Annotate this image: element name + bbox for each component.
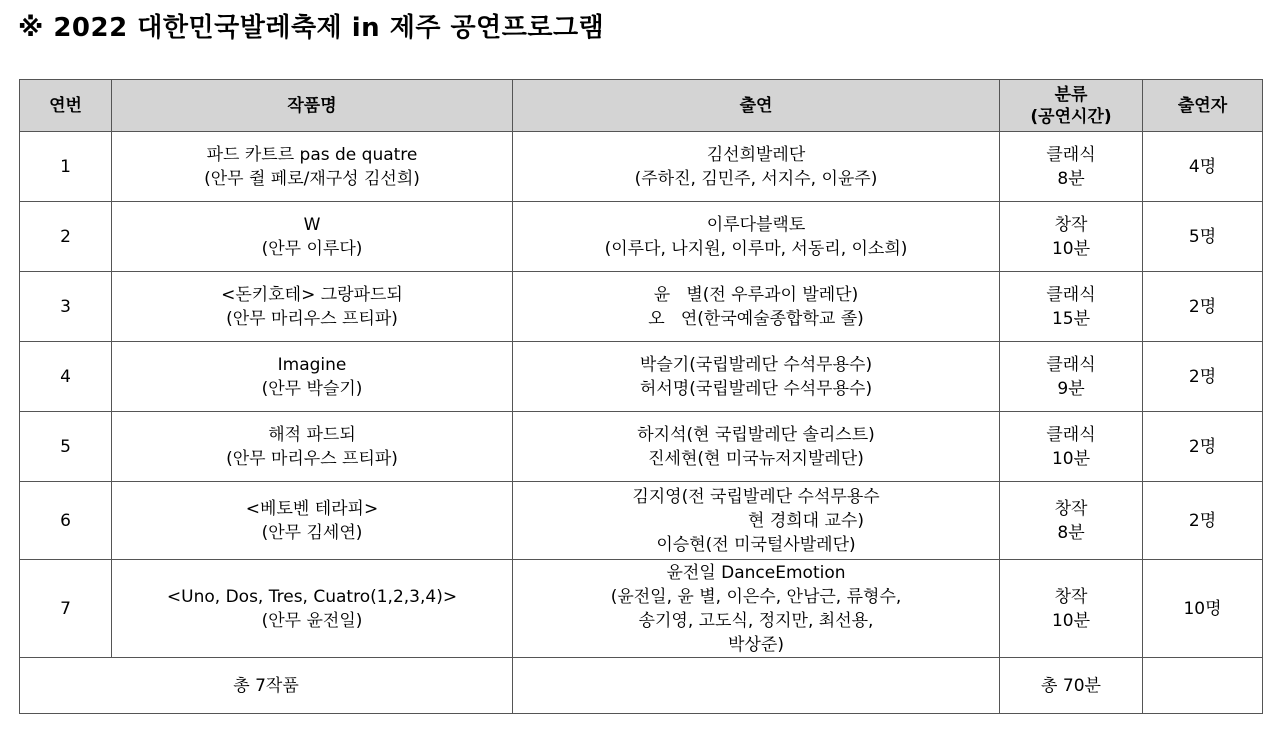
work-choreographer: (안무 김세연) (261, 522, 363, 543)
header-row (20, 80, 1263, 132)
total-row (20, 658, 1263, 714)
work-choreographer: (안무 마리우스 프티파) (226, 448, 398, 469)
work-choreographer: (안무 마리우스 프티파) (226, 308, 398, 329)
work-choreographer: (안무 쥘 페로/재구성 김선희) (204, 168, 420, 189)
total-cast-empty (513, 658, 1000, 714)
cast-line: 이승현(전 미국털사발레단) (656, 534, 856, 555)
category-type: 창작 (1054, 586, 1088, 607)
cell-work (112, 202, 513, 272)
category-type: 클래식 (1046, 144, 1096, 165)
table-row (20, 342, 1263, 412)
cast-line: 현 경희대 교수) (748, 510, 864, 531)
cell-count: 4명 (1143, 132, 1263, 202)
category-type: 창작 (1054, 214, 1088, 235)
cell-count: 10명 (1143, 560, 1263, 658)
cast-line: 이루다블랙토 (706, 214, 806, 235)
cast-line: 하지석(현 국립발레단 솔리스트) (637, 424, 875, 445)
cast-line: 김선희발레단 (706, 144, 806, 165)
total-count-empty (1143, 658, 1263, 714)
cell-work (112, 412, 513, 482)
table-row (20, 272, 1263, 342)
cell-work (112, 560, 513, 658)
cell-cast (513, 342, 1000, 412)
work-title: W (303, 214, 321, 235)
cast-line: 김지영(전 국립발레단 수석무용수 (632, 486, 880, 507)
cell-count: 2명 (1143, 272, 1263, 342)
cast-line: (주하진, 김민주, 서지수, 이윤주) (634, 168, 878, 189)
category-time: 8분 (1057, 522, 1085, 543)
cell-category (1000, 482, 1143, 560)
work-title: <Uno, Dos, Tres, Cuatro(1,2,3,4)> (166, 586, 458, 607)
total-time: 총 70분 (1000, 658, 1143, 714)
cell-count: 2명 (1143, 412, 1263, 482)
cell-cast (513, 132, 1000, 202)
cell-count: 2명 (1143, 482, 1263, 560)
work-title: <돈키호테> 그랑파드되 (221, 284, 403, 305)
category-time: 15분 (1051, 308, 1091, 329)
work-title: Imagine (277, 354, 347, 375)
header-work: 작품명 (112, 80, 513, 132)
category-type: 클래식 (1046, 424, 1096, 445)
table-row (20, 132, 1263, 202)
category-type: 창작 (1054, 498, 1088, 519)
header-category (1000, 80, 1143, 132)
table-row (20, 482, 1263, 560)
header-cast: 출연 (513, 80, 1000, 132)
cell-no: 3 (20, 272, 112, 342)
category-type: 클래식 (1046, 354, 1096, 375)
category-time: 8분 (1057, 168, 1085, 189)
cell-work (112, 272, 513, 342)
total-works: 총 7작품 (20, 658, 513, 714)
cast-line: 박슬기(국립발레단 수석무용수) (639, 354, 873, 375)
work-choreographer: (안무 윤전일) (261, 610, 363, 631)
cast-line: 오 연(한국예술종합학교 졸) (648, 308, 864, 329)
cell-count: 5명 (1143, 202, 1263, 272)
category-time: 10분 (1051, 238, 1091, 259)
header-category-line2: (공연시간) (1030, 106, 1112, 127)
cell-cast (513, 482, 1000, 560)
work-title: 파드 카트르 pas de quatre (206, 144, 418, 165)
table-row (20, 412, 1263, 482)
cell-count: 2명 (1143, 342, 1263, 412)
cell-no: 4 (20, 342, 112, 412)
cell-work (112, 342, 513, 412)
cast-line: (윤전일, 윤 별, 이은수, 안남근, 류형수, (610, 586, 902, 607)
cast-line: 송기영, 고도식, 정지만, 최선용, (638, 610, 874, 631)
cell-cast (513, 272, 1000, 342)
cast-line: 허서명(국립발레단 수석무용수) (639, 378, 873, 399)
work-title: <베토벤 테라피> (245, 498, 379, 519)
cast-line: 진세현(현 미국뉴저지발레단) (648, 448, 864, 469)
cell-no: 6 (20, 482, 112, 560)
cell-work (112, 132, 513, 202)
cell-category (1000, 342, 1143, 412)
cell-no: 5 (20, 412, 112, 482)
category-time: 10분 (1051, 610, 1091, 631)
cell-category (1000, 272, 1143, 342)
cell-category (1000, 560, 1143, 658)
cell-no: 7 (20, 560, 112, 658)
work-choreographer: (안무 박슬기) (261, 378, 363, 399)
category-time: 10분 (1051, 448, 1091, 469)
header-no: 연번 (20, 80, 112, 132)
table-row (20, 560, 1263, 658)
cell-cast (513, 412, 1000, 482)
header-count: 출연자 (1143, 80, 1263, 132)
cast-line: (이루다, 나지원, 이루마, 서동리, 이소희) (604, 238, 908, 259)
cast-line: 박상준) (728, 634, 784, 655)
work-title: 해적 파드되 (268, 424, 356, 445)
program-table (19, 79, 1263, 714)
cell-category (1000, 412, 1143, 482)
cell-cast (513, 202, 1000, 272)
cell-work (112, 482, 513, 560)
cast-line: 윤 별(전 우루과이 발레단) (653, 284, 859, 305)
cell-no: 1 (20, 132, 112, 202)
cell-no: 2 (20, 202, 112, 272)
category-type: 클래식 (1046, 284, 1096, 305)
cell-cast (513, 560, 1000, 658)
cell-category (1000, 202, 1143, 272)
header-category-line1: 분류 (1054, 84, 1088, 105)
table-row (20, 202, 1263, 272)
category-time: 9분 (1057, 378, 1085, 399)
cell-category (1000, 132, 1143, 202)
work-choreographer: (안무 이루다) (261, 238, 363, 259)
cast-line: 윤전일 DanceEmotion (666, 562, 846, 583)
page-title: ※ 2022 대한민국발레축제 in 제주 공연프로그램 (18, 13, 605, 43)
